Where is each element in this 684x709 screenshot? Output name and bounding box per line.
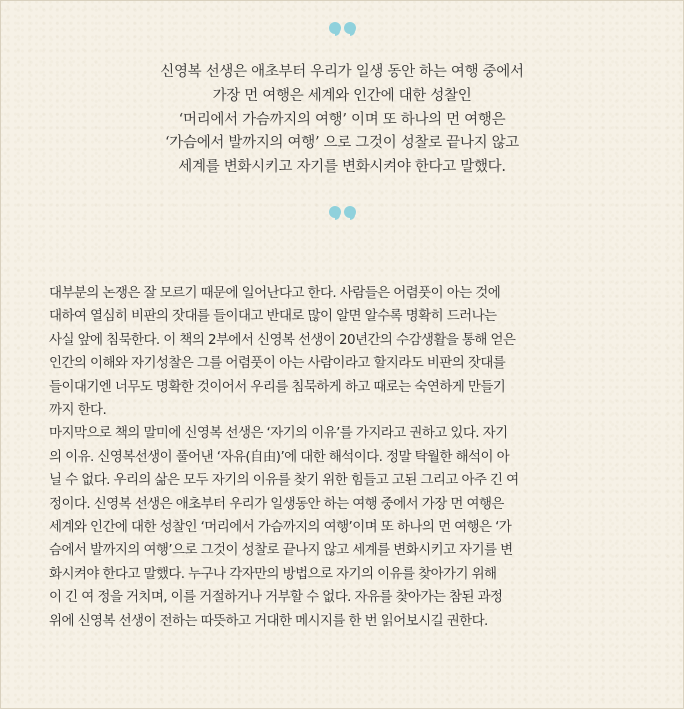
quote-line: ‘머리에서 가슴까지의 여행’ 이며 또 하나의 먼 여행은 xyxy=(178,111,506,128)
body-line: 정이다. 신영복 선생은 애초부터 우리가 일생동안 하는 여행 중에서 가장 먼 여행은 xyxy=(49,495,504,512)
quote-line: 가장 먼 여행은 세계와 인간에 대한 성찰인 xyxy=(212,87,472,104)
body-line: 마지막으로 책의 말미에 신영복 선생은 ‘자기의 이유’를 가지라고 권하고 있다. 자기 xyxy=(49,425,508,442)
quote-line: 세계를 변화시키고 자기를 변화시켜야 한다고 말했다. xyxy=(178,159,506,176)
quote-open-icon xyxy=(0,22,684,36)
body-line: 슴에서 발까지의 여행’으로 그것이 성찰로 끝나지 않고 세계를 변화시키고 자기를 변 xyxy=(49,542,513,559)
body-line: 사실 앞에 침묵한다. 이 책의 2부에서 신영복 선생이 20년간의 수감생활을 통해 얻은 xyxy=(49,331,516,348)
body-line: 의 이유. 신영복선생이 풀어낸 ‘자유(自由)’에 대한 해석이다. 정말 탁월한 해석이 아 xyxy=(49,448,510,465)
body-line: 대하여 열심히 비판의 잣대를 들이대고 반대로 많이 알면 알수록 명확히 드러나는 xyxy=(49,308,497,325)
body-line: 들이대기엔 너무도 명확한 것이어서 우리를 침묵하게 하고 때로는 숙연하게 만들기 xyxy=(49,378,506,395)
quote-dot xyxy=(344,206,356,218)
body-line: 대부분의 논쟁은 잘 모르기 때문에 일어난다고 한다. 사람들은 어렴풋이 아는 것에 xyxy=(49,285,501,301)
quote-dot xyxy=(344,22,356,34)
quote-line: 신영복 선생은 애초부터 우리가 일생 동안 하는 여행 중에서 xyxy=(160,64,524,80)
body-line: 화시켜야 한다고 말했다. 누구나 각자만의 방법으로 자기의 이유를 찾아가기 위해 xyxy=(49,565,497,582)
quote-dot xyxy=(329,22,341,34)
body-line: 위에 신영복 선생이 전하는 따뜻하고 거대한 메시지를 한 번 읽어보시길 권한다. xyxy=(49,612,488,629)
quote-close-icon xyxy=(0,206,684,220)
quote-dot xyxy=(329,206,341,218)
body-line: 인간의 이해와 자기성찰은 그를 어렴풋이 아는 사람이라고 할지라도 비판의 잣대를 xyxy=(49,355,506,372)
body-line: 닐 수 없다. 우리의 삶은 모두 자기의 이유를 찾기 위한 힘들고 고된 그리고 아주 긴 여 xyxy=(49,472,519,489)
review-body xyxy=(49,282,649,633)
body-line: 세계와 인간에 대한 성찰인 ‘머리에서 가슴까지의 여행’이며 또 하나의 먼 여행은 ‘가 xyxy=(49,519,512,536)
pull-quote xyxy=(40,61,644,180)
body-line: 이 긴 여 정을 거치며, 이를 거절하거나 거부할 수 없다. 자유를 찾아가는 참된 과정 xyxy=(49,589,503,606)
quote-line: ‘가슴에서 발까지의 여행’ 으로 그것이 성찰로 끝나지 않고 xyxy=(164,135,520,152)
body-line: 까지 한다. xyxy=(49,402,107,419)
